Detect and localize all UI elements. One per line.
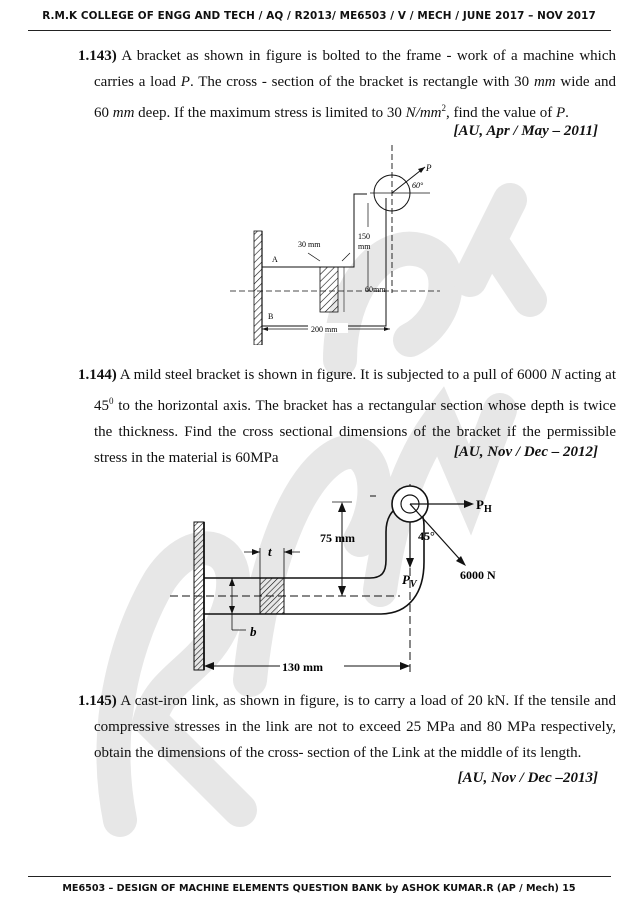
- figure-bracket-2: [170, 482, 520, 682]
- question-text: A cast-iron link, as shown in figure, is to carry a load of 20 kN. If the tensile and compressive stresses in the link are not to exceed 25 MPa and 80 MPa respectively, obtain the dimensions of the cross- section of the Link at the middle of its length.: [94, 693, 616, 761]
- question-number: 1.143): [78, 48, 117, 64]
- variable-p: P: [180, 74, 190, 90]
- question-text: A mild steel bracket is shown in figure. It is subjected to a pull of 6000: [116, 367, 551, 383]
- label-angle: 60°: [412, 181, 424, 190]
- label-6000n: 6000 N: [460, 568, 496, 582]
- page-header: R.M.K COLLEGE OF ENGG AND TECH / AQ / R2013/ ME6503 / V / MECH / JUNE 2017 – NOV 2017: [42, 10, 596, 22]
- label-60mm: 60mm: [365, 285, 386, 294]
- wall: [254, 231, 262, 345]
- citation-1-144: [AU, Nov / Dec – 2012]: [453, 444, 598, 460]
- question-1-145: [78, 688, 616, 766]
- page-footer: ME6503 – DESIGN OF MACHINE ELEMENTS QUESTION BANK by ASHOK KUMAR.R (AP / Mech) 15: [62, 883, 576, 894]
- citation-1-143: [AU, Apr / May – 2011]: [453, 123, 598, 139]
- header-rule: [28, 30, 611, 31]
- label-200mm: 200 mm: [311, 325, 338, 334]
- figure-bracket-1: [230, 145, 440, 345]
- label-150: 150: [358, 232, 370, 241]
- label-b: B: [268, 312, 274, 321]
- label-130mm: 130 mm: [282, 660, 323, 674]
- unit-n: N: [550, 367, 561, 383]
- section-hatch: [320, 267, 338, 312]
- question-number: 1.144): [78, 367, 117, 383]
- label-150-unit: mm: [358, 242, 371, 251]
- section-hatch: [260, 578, 284, 614]
- variable-p: P: [555, 105, 566, 121]
- question-text: wide and 60: [94, 74, 616, 121]
- question-1-143: [78, 43, 616, 126]
- superscript: 2: [441, 103, 446, 113]
- question-text: . The cross - section of the bracket is rectangle with 30: [189, 74, 534, 90]
- label-a: A: [272, 255, 278, 264]
- label-b: b: [250, 624, 257, 639]
- unit-mm: mm: [112, 105, 135, 121]
- question-text: A bracket as shown in figure is bolted to the frame - work of a machine which carries a load: [94, 48, 616, 90]
- unit-mm: mm: [533, 74, 556, 90]
- unit-n-per-mm: N/mm: [405, 105, 442, 121]
- question-number: 1.145): [78, 693, 117, 709]
- label-pv: $P_V$: [402, 572, 417, 590]
- label-30mm: 30 mm: [298, 240, 321, 249]
- label-ph: $P_H$: [476, 497, 492, 515]
- citation-1-145: [AU, Nov / Dec –2013]: [457, 770, 598, 786]
- question-text: .: [565, 105, 569, 121]
- question-text: acting at 45: [94, 367, 616, 414]
- label-t: t: [268, 544, 272, 559]
- footer-rule: [28, 876, 611, 877]
- label-45deg: 45°: [418, 529, 435, 543]
- label-75mm: 75 mm: [320, 531, 355, 545]
- question-text: to the horizontal axis. The bracket has a rectangular section whose depth is twice the thickness. Find the cross sectional dimensions of the bracket if the permissible stress in the material is 60MPa: [94, 398, 616, 466]
- question-text: deep. If the maximum stress is limited to 30: [134, 105, 406, 121]
- question-text: , find the value of: [445, 105, 556, 121]
- superscript: 0: [109, 396, 114, 406]
- label-p: P: [426, 163, 432, 173]
